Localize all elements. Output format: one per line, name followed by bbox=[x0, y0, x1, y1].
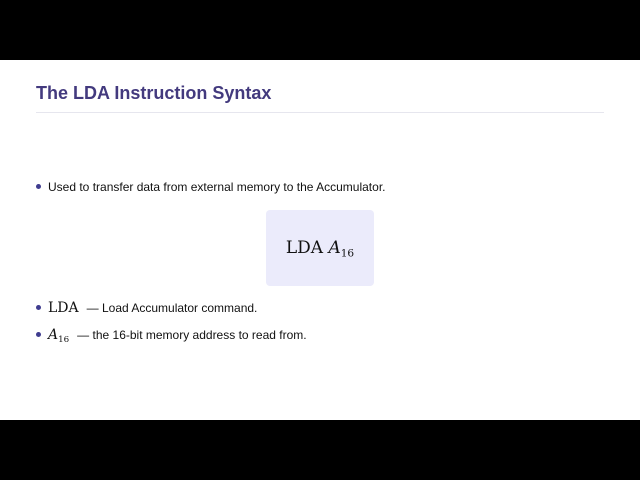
syntax-operand-base: A bbox=[328, 238, 341, 258]
bullet-item-address bbox=[36, 327, 307, 346]
slide bbox=[0, 60, 640, 420]
slide-title: The LDA Instruction Syntax bbox=[36, 83, 272, 103]
bullet-math-mnemonic: LDA bbox=[48, 300, 79, 316]
bullet-math-address-subscript: 16 bbox=[58, 335, 70, 346]
bullet-dot-icon bbox=[36, 184, 41, 189]
letterbox-top bbox=[0, 0, 640, 60]
bullet-dot-icon bbox=[36, 332, 41, 337]
syntax-box bbox=[266, 210, 374, 286]
bullet-text: — the 16-bit memory address to read from. bbox=[77, 328, 307, 342]
syntax-mnemonic: LDA bbox=[285, 238, 324, 258]
bullet-text: — Load Accumulator command. bbox=[86, 301, 258, 315]
bullet-math-address bbox=[48, 327, 70, 346]
bullet-math-address-base: A bbox=[48, 327, 59, 343]
syntax-operand-subscript: 16 bbox=[340, 247, 355, 260]
bullet-dot-icon bbox=[36, 305, 41, 310]
syntax-expression bbox=[286, 238, 354, 258]
bullet-item-purpose bbox=[36, 180, 385, 194]
letterbox-bottom bbox=[0, 420, 640, 480]
bullet-item-mnemonic bbox=[36, 300, 257, 316]
bullet-text: Used to transfer data from external memory to the Accumulator. bbox=[48, 180, 386, 194]
title-divider bbox=[36, 112, 604, 113]
syntax-operand bbox=[328, 238, 354, 258]
